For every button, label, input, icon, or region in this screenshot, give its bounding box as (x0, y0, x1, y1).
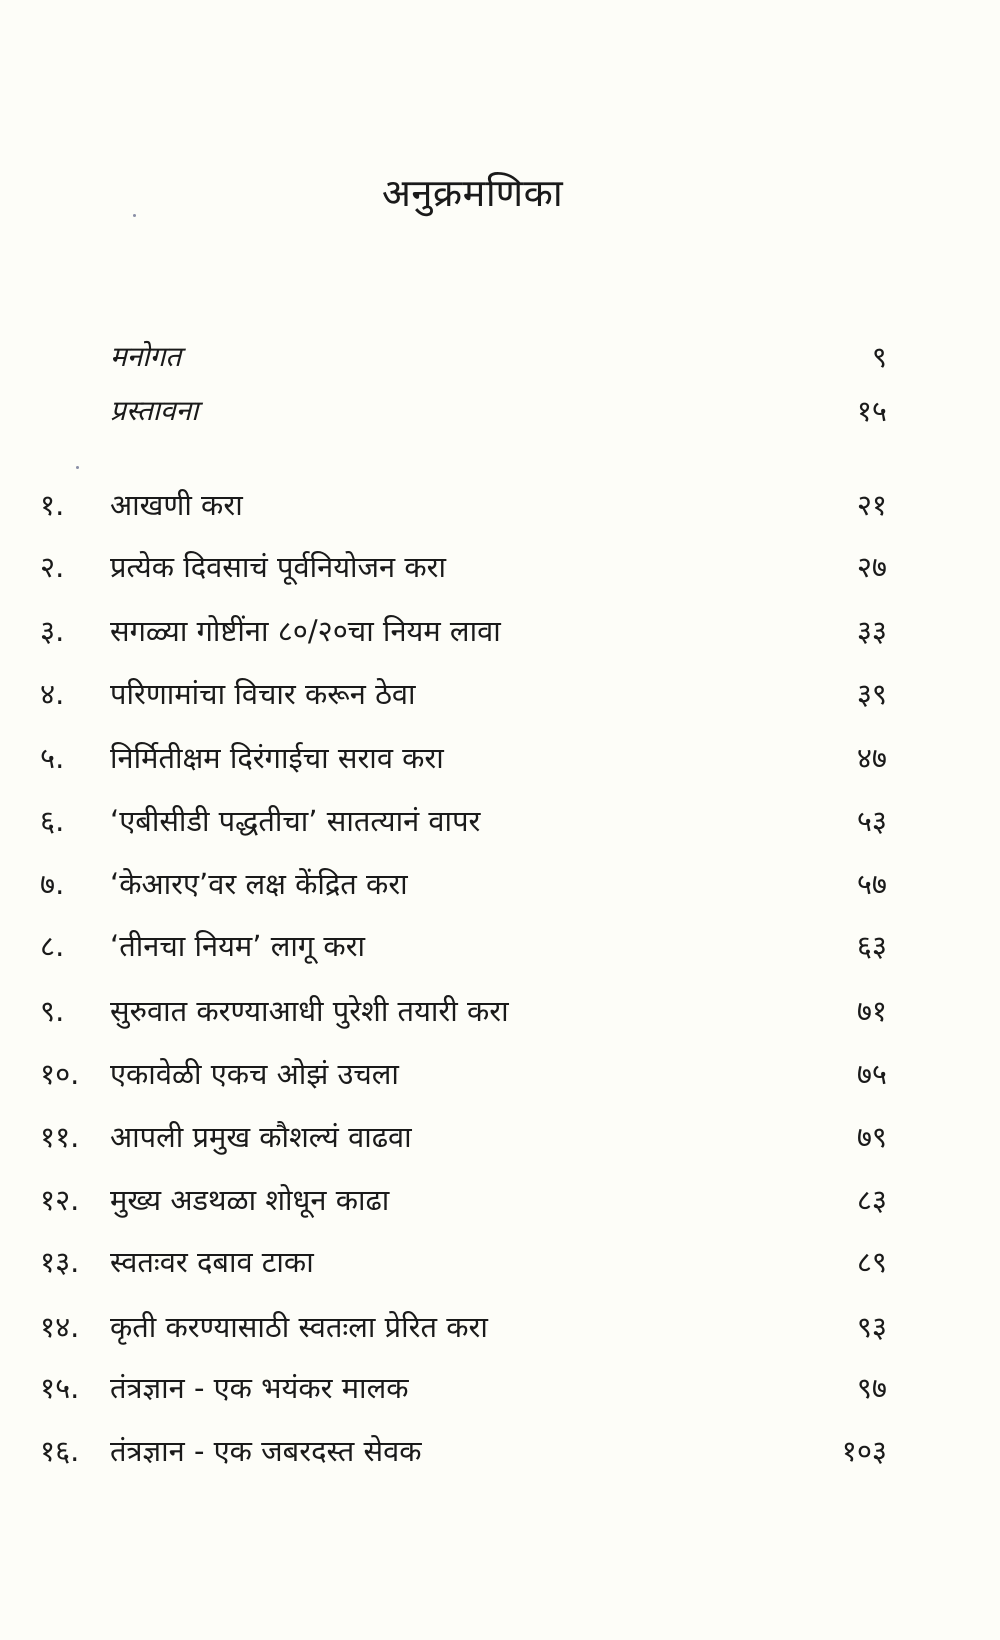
toc-entry-label: प्रस्तावना (110, 394, 199, 427)
toc-entry-chapter[interactable] (0, 922, 965, 970)
toc-entry-page: ४७ (856, 741, 887, 775)
toc-entry-page: ७५ (856, 1057, 887, 1091)
toc-entry-page: ५३ (856, 804, 887, 838)
toc-entry-label: निर्मितीक्षम दिरंगाईचा सराव करा (110, 741, 444, 775)
toc-entry-label: स्वतःवर दबाव टाका (110, 1245, 314, 1279)
toc-entry-page: १०३ (841, 1434, 887, 1468)
toc-entry-page: ९ (871, 340, 887, 374)
toc-entry-number: १२. (40, 1183, 80, 1217)
toc-entry-chapter[interactable] (0, 860, 965, 908)
toc-entry-label: तंत्रज्ञान - एक भयंकर मालक (110, 1371, 409, 1405)
toc-entry-number: ४. (40, 677, 65, 711)
toc-entry-chapter[interactable] (0, 1427, 965, 1475)
toc-entry-number: १४. (40, 1310, 80, 1344)
toc-entry-chapter[interactable] (0, 1364, 965, 1412)
toc-entry-label: मनोगत (110, 340, 182, 373)
toc-entry-label: आखणी करा (110, 488, 243, 522)
toc-entry-number: ९. (40, 994, 65, 1028)
toc-entry-label: तंत्रज्ञान - एक जबरदस्त सेवक (110, 1434, 422, 1468)
toc-entry-number: ७. (40, 867, 65, 901)
toc-entry-page: ८९ (856, 1245, 887, 1279)
toc-entry-number: २. (40, 550, 65, 584)
toc-entry-label: सगळ्या गोष्टींना ८०/२०चा नियम लावा (110, 614, 501, 648)
toc-entry-page: ८३ (856, 1183, 887, 1217)
toc-entry-page: ५७ (856, 867, 887, 901)
toc-entry-chapter[interactable] (0, 987, 965, 1035)
toc-entry-page: ३९ (856, 677, 887, 711)
toc-entry-label: सुरुवात करण्याआधी पुरेशी तयारी करा (110, 994, 509, 1028)
toc-entry-number: १६. (40, 1434, 80, 1468)
toc-entry-number: १३. (40, 1245, 80, 1279)
toc-entry-label: ‘तीनचा नियम’ लागू करा (110, 929, 366, 963)
toc-entry-number: १०. (40, 1057, 80, 1091)
toc-entry-page: ७१ (856, 994, 887, 1028)
ink-speck (133, 214, 136, 217)
toc-entry-label: ‘केआरए’वर लक्ष केंद्रित करा (110, 867, 408, 901)
toc-entry-chapter[interactable] (0, 607, 965, 655)
toc-entry-page: ६३ (856, 929, 887, 963)
toc-entry-label: ‘एबीसीडी पद्धतीचा’ सातत्यानं वापर (110, 804, 481, 838)
toc-entry-number: ३. (40, 614, 65, 648)
toc-entry-chapter[interactable] (0, 1176, 965, 1224)
toc-entry-label: मुख्य अडथळा शोधून काढा (110, 1183, 390, 1217)
toc-entry-number: १५. (40, 1371, 80, 1405)
toc-entry-number: १. (40, 488, 65, 522)
toc-entry-label: आपली प्रमुख कौशल्यं वाढवा (110, 1120, 412, 1154)
toc-entry-front-matter[interactable] (0, 387, 965, 435)
toc-entry-page: ३३ (856, 614, 887, 648)
toc-entry-chapter[interactable] (0, 1113, 965, 1161)
toc-entry-label: प्रत्येक दिवसाचं पूर्वनियोजन करा (110, 550, 447, 584)
toc-entry-label: परिणामांचा विचार करून ठेवा (110, 677, 416, 711)
toc-entry-chapter[interactable] (0, 1050, 965, 1098)
toc-entry-number: ८. (40, 929, 65, 963)
toc-entry-page: ७९ (856, 1120, 887, 1154)
toc-entry-page: २७ (856, 550, 887, 584)
toc-entry-chapter[interactable] (0, 797, 965, 845)
toc-entry-chapter[interactable] (0, 670, 965, 718)
page-title: अनुक्रमणिका (381, 171, 564, 216)
toc-entry-label: कृती करण्यासाठी स्वतःला प्रेरित करा (110, 1310, 488, 1344)
toc-entry-page: २१ (856, 488, 887, 522)
toc-entry-number: ११. (40, 1120, 80, 1154)
toc-entry-chapter[interactable] (0, 1303, 965, 1351)
toc-entry-chapter[interactable] (0, 543, 965, 591)
toc-entry-chapter[interactable] (0, 1238, 965, 1286)
toc-entry-front-matter[interactable] (0, 333, 965, 381)
toc-entry-page: १५ (856, 394, 887, 428)
toc-entry-number: ६. (40, 804, 65, 838)
toc-entry-page: ९३ (856, 1310, 887, 1344)
toc-entry-label: एकावेळी एकच ओझं उचला (110, 1057, 399, 1091)
toc-entry-chapter[interactable] (0, 734, 965, 782)
toc-entry-chapter[interactable] (0, 481, 965, 529)
ink-speck (76, 466, 79, 469)
toc-entry-page: ९७ (856, 1371, 887, 1405)
toc-entry-number: ५. (40, 741, 65, 775)
